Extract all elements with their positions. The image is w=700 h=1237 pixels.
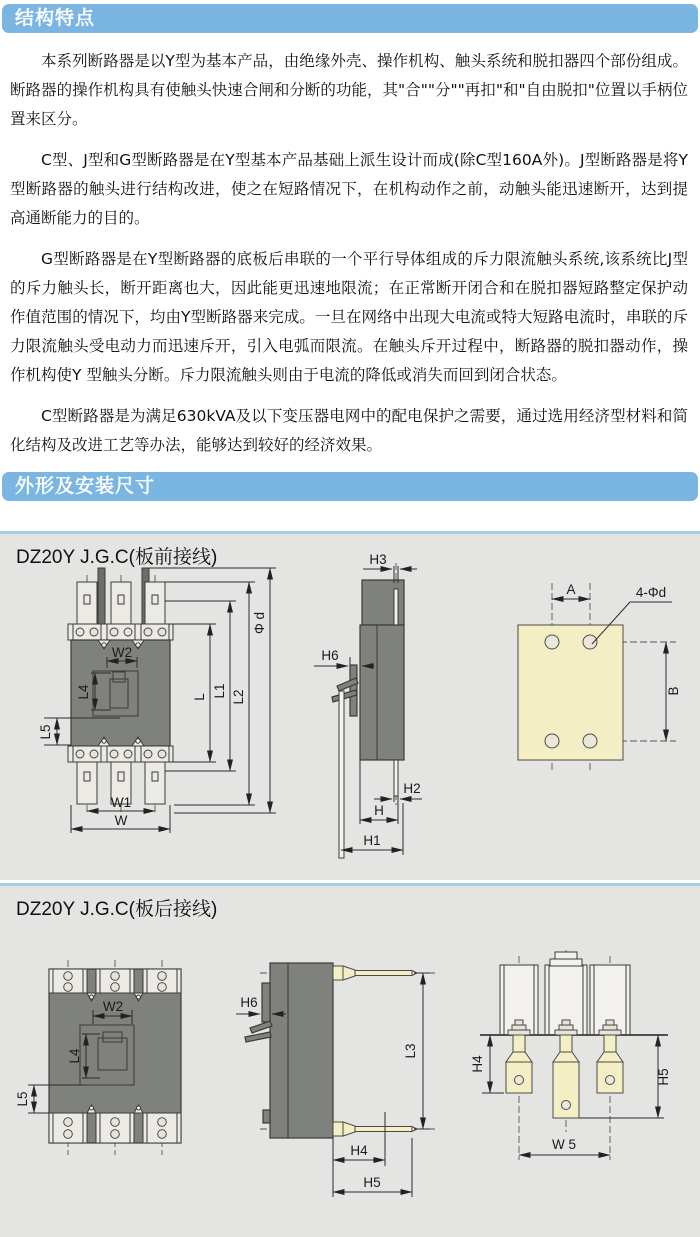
dim-label-l5: L5 <box>38 724 53 740</box>
dim-label-l4: L4 <box>67 1048 82 1064</box>
dim-label-a: A <box>566 582 576 597</box>
dim-label-w: W <box>114 813 128 828</box>
section-header-dimensions-label: 外形及安装尺寸 <box>15 475 156 497</box>
top-terminal-tabs <box>77 582 165 624</box>
dim-label-l5: L5 <box>15 1091 30 1107</box>
bottom-terminal-blocks <box>49 1113 181 1143</box>
rear-wiring-terminal-view <box>460 950 700 1165</box>
dim-label-h5: H5 <box>363 1175 381 1190</box>
dim-label-l: L <box>192 693 207 701</box>
front-wiring-front-view <box>14 561 309 841</box>
body-step-lower <box>263 1110 270 1123</box>
dim-label-l3: L3 <box>403 1043 418 1059</box>
mounting-plate <box>518 625 623 760</box>
dim-label-h3: H3 <box>369 552 387 567</box>
features-paragraph-2: C型、J型和G型断路器是在Y型基本产品基础上派生设计而成(除C型160A外)。J型断路器是将Y型断路器的触头进行结构改进，使之在短路情况下，在机构动作之前，动触头能迅速断开，达到提高通断能力的目的。 <box>10 151 688 227</box>
section-header-features <box>2 4 698 33</box>
breaker-side-body <box>360 625 404 760</box>
body-step <box>262 983 270 1022</box>
dim-label-w2: W2 <box>102 999 124 1014</box>
datasheet-page <box>0 4 700 1223</box>
dim-label-l2: L2 <box>231 689 246 705</box>
top-terminal-slot <box>394 589 398 625</box>
dim-label-l4: L4 <box>76 684 91 700</box>
section-header-dimensions <box>2 472 698 501</box>
breaker-side-body <box>270 963 333 1138</box>
dim-label-h5: H5 <box>656 1068 671 1086</box>
drawing-title-rear-wiring: DZ20Y J.G.C(板后接线) <box>16 899 218 920</box>
rear-wiring-front-view <box>10 950 235 1165</box>
dim-label-w2: W2 <box>111 645 133 660</box>
front-wiring-side-view <box>300 553 495 863</box>
dim-label-w1: W1 <box>110 795 132 810</box>
features-paragraph-3: G型断路器是在Y型断路器的底板后串联的一个平行导体组成的斥力限流触头系统,该系统比J型的斥力触头长，断开距离也大，因此能更迅速地限流；在正常断开闭合和在脱扣器短路整定保护动作值范围的情况下，均由Y型断路器来完成。一旦在网络中出现大电流或特大短路电流时，串联的斥力限流触头受电动力而迅速斥开，引入电弧而限流。在触头斥开过程中，断路器的脱扣器动作，操作机构使Y 型触头分断。斥力限流触头则由于电流的降低或消失而回到闭合状态。 <box>10 250 688 384</box>
bottom-rear-stud <box>333 1122 417 1136</box>
features-body <box>0 33 700 460</box>
section-header-features-label: 结构特点 <box>15 7 96 29</box>
front-wiring-mounting-plate-view <box>490 563 700 813</box>
dim-label-w5: W 5 <box>551 1137 577 1152</box>
dim-label-h6: H6 <box>321 648 339 663</box>
dim-label-h4: H4 <box>350 1143 368 1158</box>
top-terminal-blocks <box>49 969 181 993</box>
bottom-terminal-slot <box>394 760 398 796</box>
drawing-panel-front-wiring <box>0 531 700 880</box>
rear-terminal-studs <box>506 1035 623 1118</box>
drawing-title-front-wiring: DZ20Y J.G.C(板前接线) <box>16 547 218 568</box>
dim-label-h4: H4 <box>470 1055 485 1073</box>
handle-side <box>245 1021 272 1042</box>
features-paragraph-4: C型断路器是为满足630kVA及以下变压器电网中的配电保护之需要，通过选用经济型材料和简化结构及改进工艺等办法，能够达到较好的经济效果。 <box>10 407 688 454</box>
dim-label-l1: L1 <box>212 683 227 699</box>
dim-label-h: H <box>374 803 384 818</box>
dim-label-phi-d: Φ d <box>252 611 267 635</box>
dim-label-h6: H6 <box>240 995 258 1010</box>
dim-label-h2: H2 <box>403 781 421 796</box>
dim-label-b: B <box>666 686 681 696</box>
dim-label-h1: H1 <box>363 833 381 848</box>
drawing-panel-rear-wiring <box>0 883 700 1237</box>
mounting-panel-edge <box>339 691 344 858</box>
features-paragraph-1: 本系列断路器是以Y型为基本产品，由绝缘外壳、操作机构、触头系统和脱扣器四个部份组成。断路器的操作机构具有使触头快速合闸和分断的功能，其"合""分""再扣"和"自由脱扣"位置以手柄位置来区分。 <box>10 52 688 128</box>
top-rear-stud <box>333 966 417 980</box>
dim-label-holes: 4-Φd <box>635 585 667 600</box>
rear-wiring-side-view <box>230 950 460 1205</box>
